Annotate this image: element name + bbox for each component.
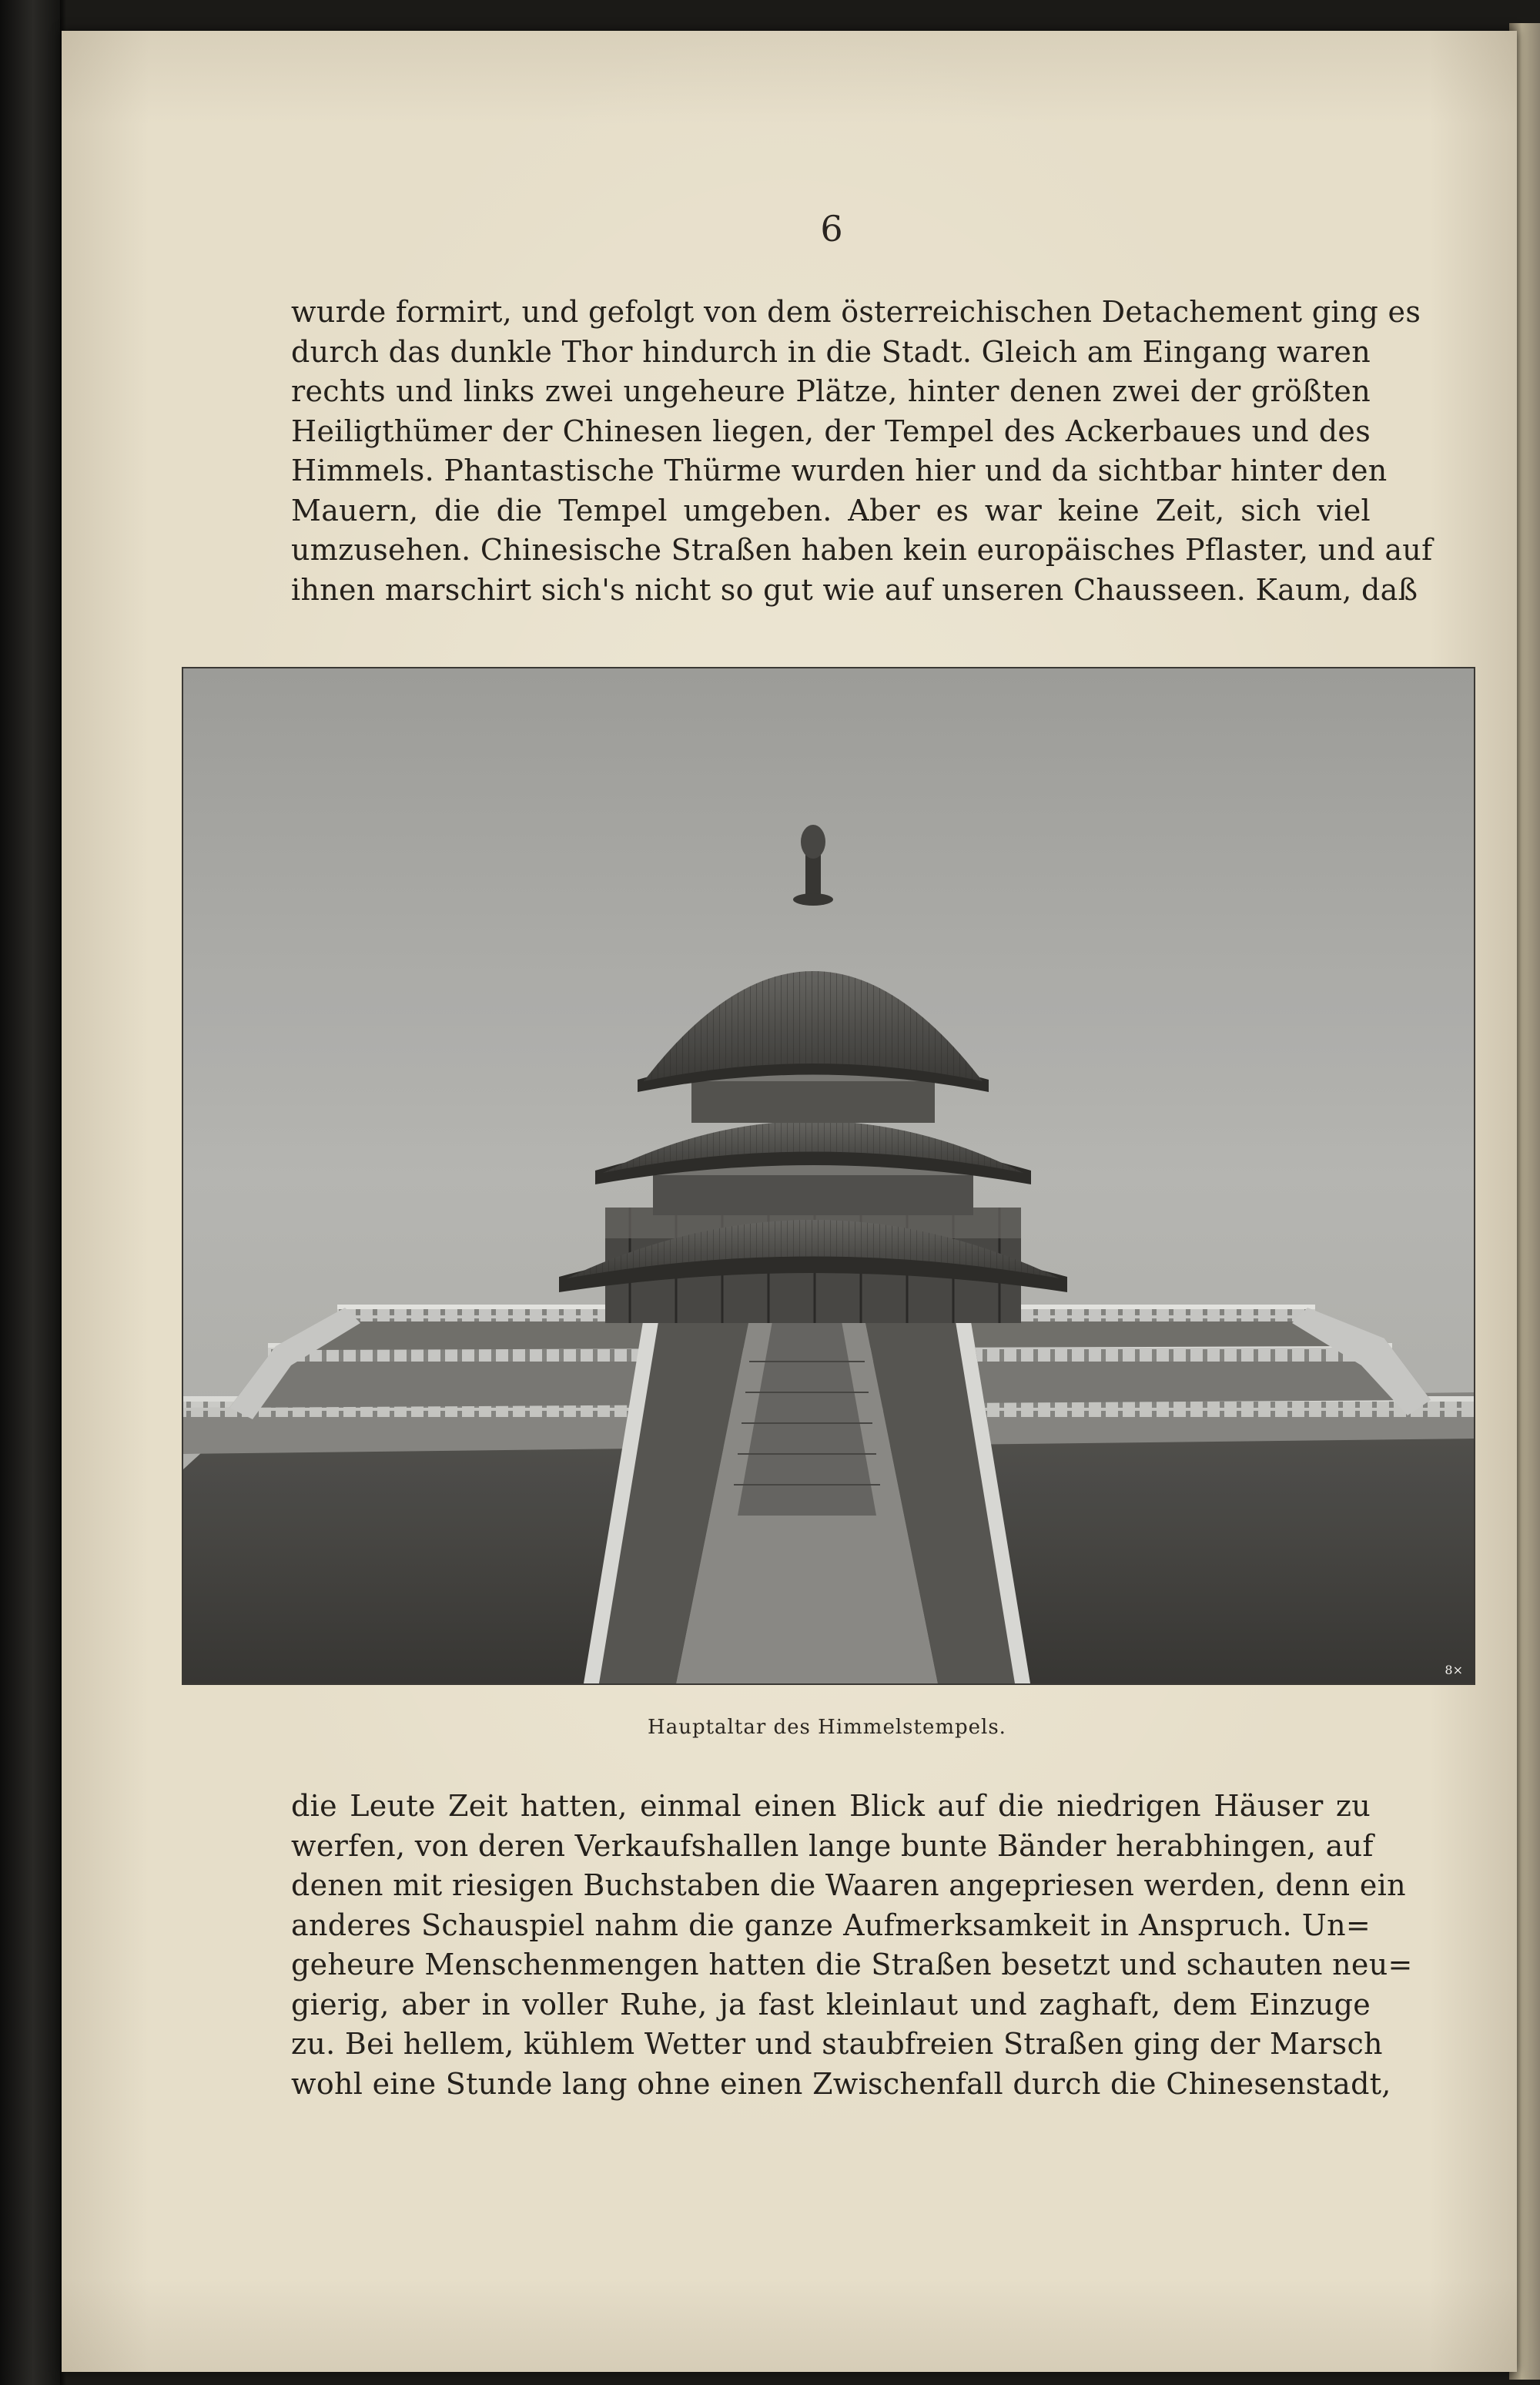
text-line: wohl eine Stunde lang ohne einen Zwischenfall durch die Chinesenstadt, <box>291 2066 1391 2101</box>
figure-caption: Hauptaltar des Himmelstempels. <box>648 1716 1006 1739</box>
text-line: denen mit riesigen Buchstaben die Waaren angepriesen werden, denn ein <box>291 1868 1406 1902</box>
temple-of-heaven-illustration <box>183 668 1474 1683</box>
text-line: geheure Menschenmengen hatten die Straßen besetzt und schauten neu= <box>291 1948 1413 1981</box>
text-line: wurde formirt, und gefolgt von dem österreichischen Detachement ging es <box>291 295 1421 329</box>
text-line: werfen, von deren Verkaufshallen lange bunte Bänder herabhingen, auf <box>291 1828 1374 1863</box>
text-line: gierig, aber in voller Ruhe, ja fast kleinlaut und zaghaft, dem Einzuge <box>291 1987 1371 2022</box>
top-paragraph <box>291 293 1433 610</box>
text-line: Heiligthümer der Chinesen liegen, der Tempel des Ackerbaues und des <box>291 414 1371 448</box>
text-line: anderes Schauspiel nahm die ganze Aufmerksamkeit in Anspruch. Un= <box>291 1908 1371 1942</box>
text-line: Mauern, die die Tempel umgeben. Aber es war keine Zeit, sich viel <box>291 493 1371 528</box>
text-line: zu. Bei hellem, kühlem Wetter und staubfreien Straßen ging der Marsch <box>291 2027 1383 2061</box>
text-line: Himmels. Phantastische Thürme wurden hier und da sichtbar hinter den <box>291 454 1388 487</box>
bottom-paragraph <box>291 1787 1413 2104</box>
book-binding <box>0 0 60 2385</box>
text-line: rechts und links zwei ungeheure Plätze, hinter denen zwei der größten <box>291 374 1371 408</box>
text-line: ihnen marschirt sich's nicht so gut wie auf unseren Chausseen. Kaum, daß <box>291 572 1418 607</box>
text-line: durch das dunkle Thor hindurch in die Stadt. Gleich am Eingang waren <box>291 334 1371 369</box>
photo-plate-mark: 8× <box>1445 1663 1463 1677</box>
text-line: die Leute Zeit hatten, einmal einen Blick auf die niedrigen Häuser zu <box>291 1789 1371 1823</box>
text-line: umzusehen. Chinesische Straßen haben kein europäisches Pflaster, und auf <box>291 533 1433 567</box>
temple-photograph <box>182 667 1475 1685</box>
page-number: 6 <box>820 208 843 250</box>
